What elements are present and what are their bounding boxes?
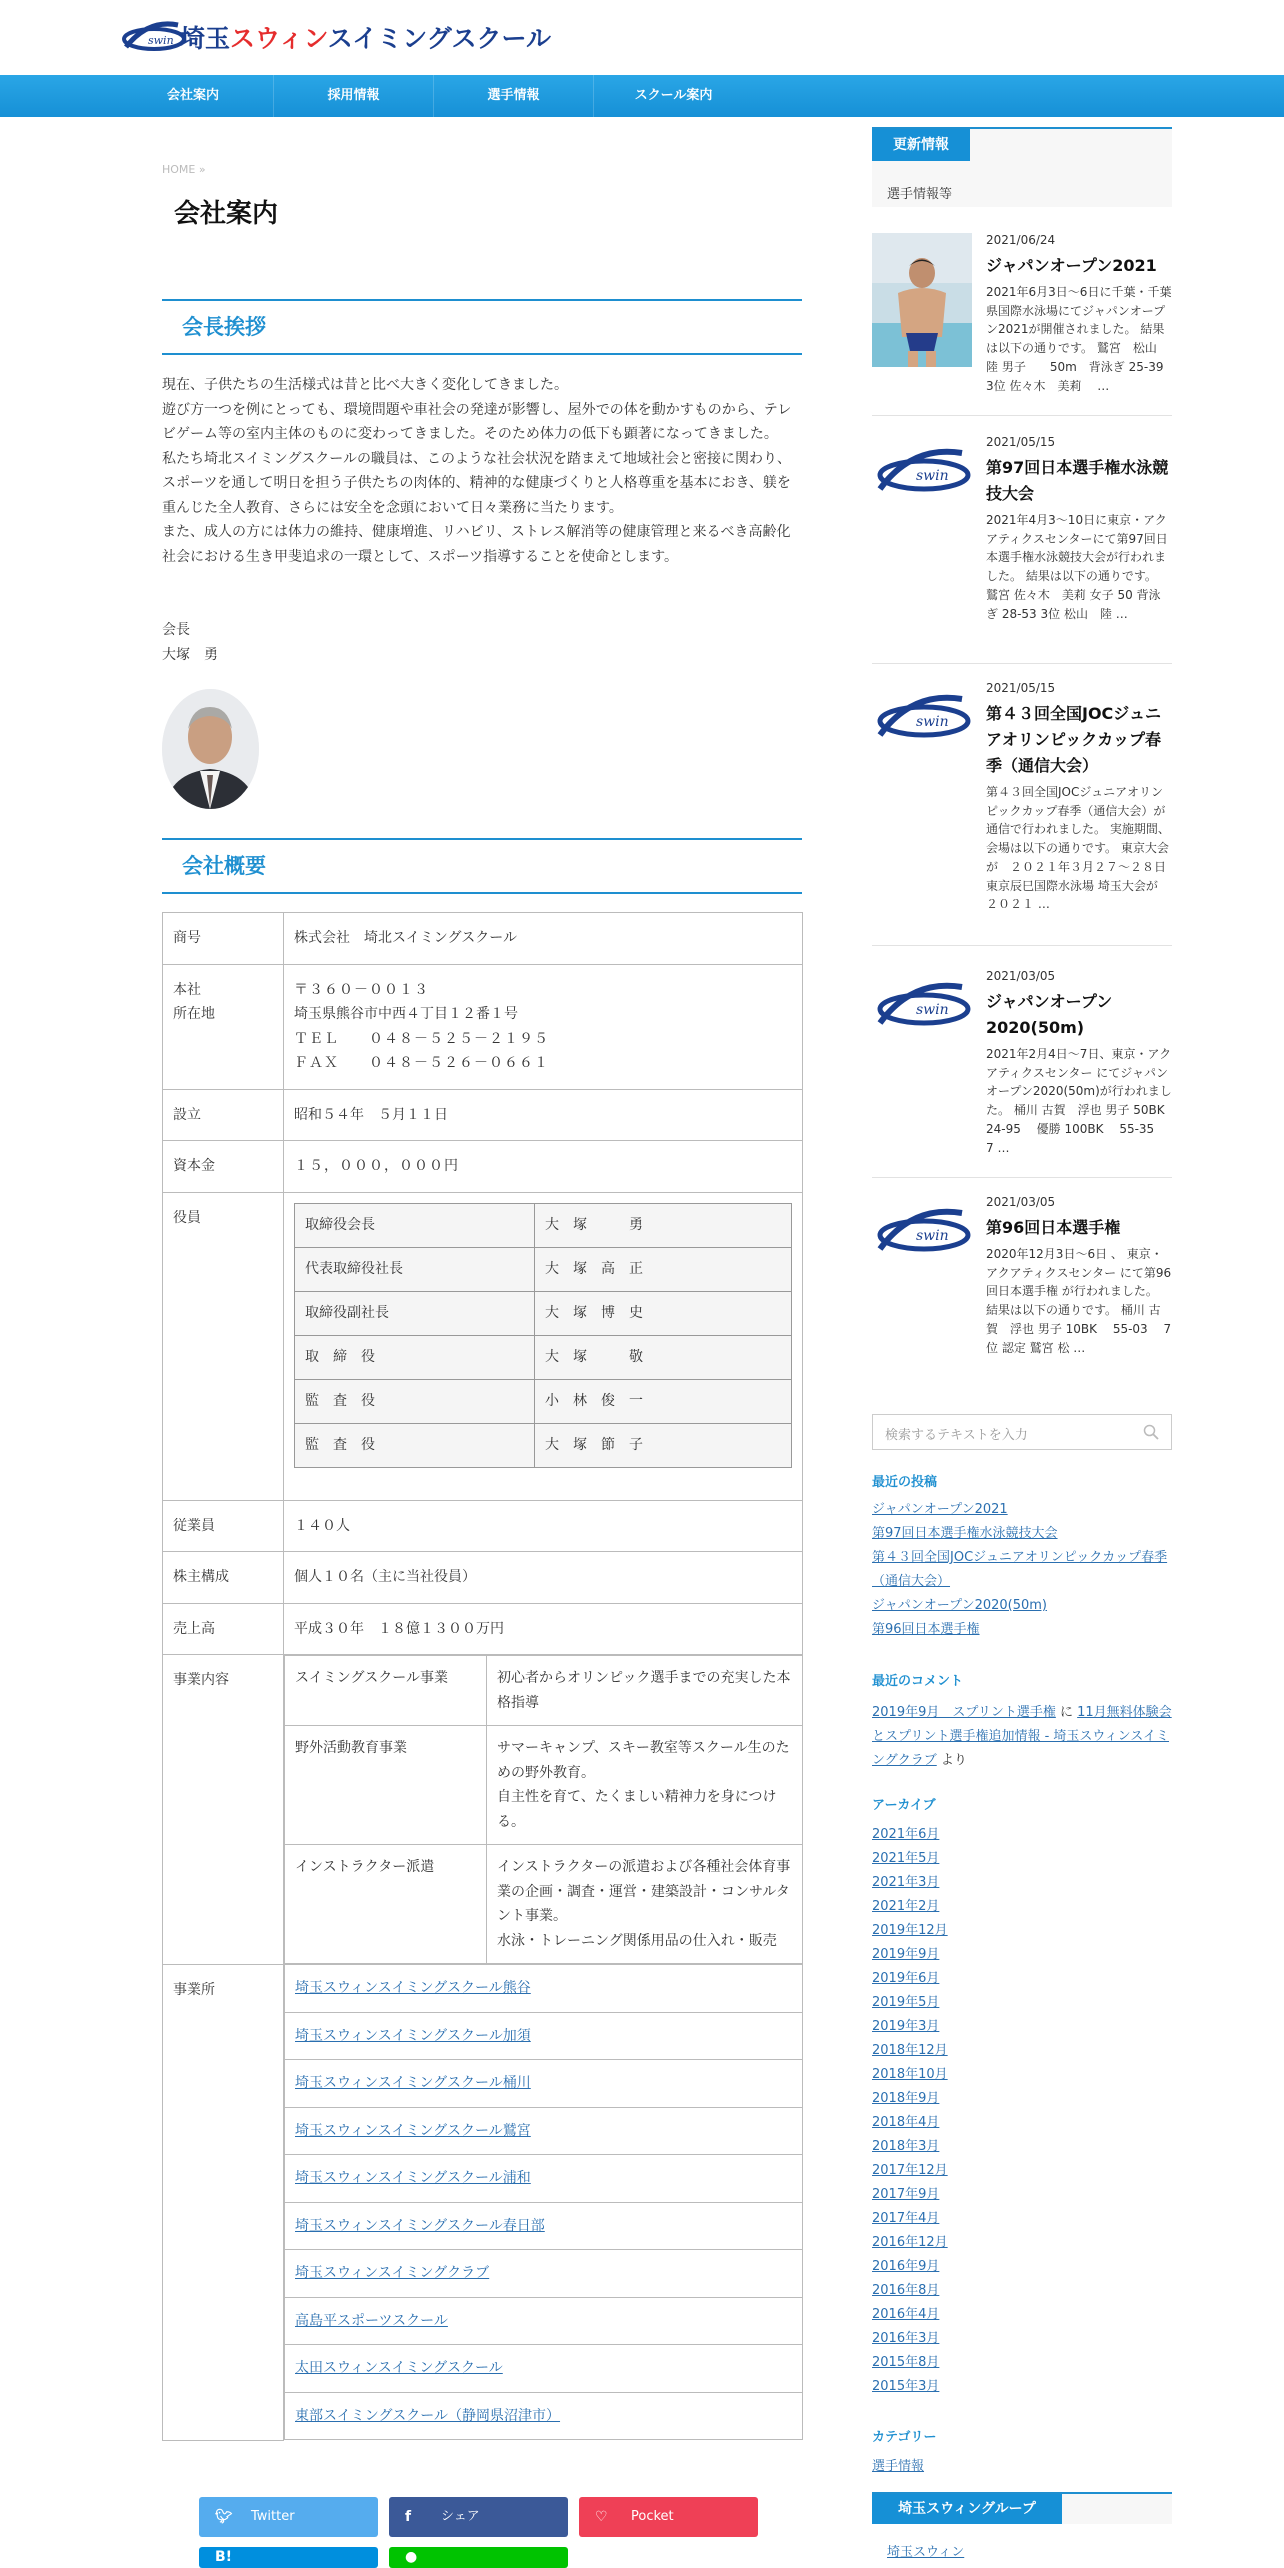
section-heading-greeting	[162, 299, 802, 355]
office-link[interactable]: 埼玉スウィンスイミングスクール浦和	[295, 2170, 531, 2186]
breadcrumb[interactable]: HOME »	[162, 163, 206, 176]
table-row	[163, 1192, 803, 1500]
business-desc-line: サマーキャンプ、スキー教室等スクール生のための野外教育。	[497, 1740, 790, 1781]
line-icon: ●	[405, 2549, 418, 2565]
updates-widget-header	[872, 127, 1172, 207]
table-row	[163, 1141, 803, 1193]
business-name: インストラクター派遣	[285, 1845, 487, 1964]
table-row	[163, 1603, 803, 1655]
logo-text: swin	[148, 34, 174, 47]
post-excerpt: 2020年12月3日～6日 、 東京・アクアティクスセンター にて第96回日本選手権 が行われました。 結果は以下の通りです。 桶川 古賀 浮也 男子 10BK 55-03 7位 認定 鷲宮 松 …	[986, 1247, 1172, 1355]
officer-role: 監 査 役	[295, 1379, 535, 1423]
post-excerpt: 第４３回全国JOCジュニアオリンピックカップ春季（通信大会）が通信で行われました。 実施期間、会場は以下の通りです。 東京大会が ２０２１年３月２７～２８日 東京辰巳国際水泳場 埼玉大会が ２０２１ …	[986, 785, 1191, 912]
greeting-paragraph: 私たち埼北スイミングスクールの職員は、このような社会状況を踏まえて地域社会と密接に関わり、スポーツを通して明日を担う子供たちの肉体的、精神的な健康づくりと人格尊重を基本におき、躾を重んじた全人教育、さらには安全を念頭において日々業務に当たります。	[162, 450, 792, 516]
group-title: 埼玉スウィングループ	[872, 2494, 1062, 2524]
updates-title: 更新情報	[872, 129, 970, 161]
archive-link[interactable]: 2021年6月	[872, 1827, 940, 1842]
post-divider	[872, 1177, 1172, 1178]
global-nav	[0, 75, 1284, 117]
recent-post-link[interactable]: 第96回日本選手権	[872, 1622, 980, 1637]
business-name: 野外活動教育事業	[285, 1726, 487, 1845]
address-line: ＦＡＸ ０４８－５２６－０６６１	[294, 1055, 549, 1071]
post-thumbnail-logo[interactable]	[872, 1195, 972, 1329]
comment-post-link[interactable]: 11月無料体験会とスプリント選手権追加情報 - 埼玉スウィンスイミングクラブ	[872, 1705, 1172, 1768]
officer-name: 小 林 俊 一	[535, 1379, 792, 1423]
post-thumbnail-logo[interactable]	[872, 969, 972, 1103]
logo-text: swin	[916, 1228, 949, 1244]
row-label: 事業内容	[163, 1655, 284, 1965]
officer-role: 代表取締役社長	[295, 1247, 535, 1291]
comment-tail-text: より	[940, 1753, 967, 1768]
office-link[interactable]: 高島平スポーツスクール	[295, 2312, 448, 2329]
archive-link[interactable]: 2017年12月	[872, 2163, 948, 2178]
archive-link[interactable]: 2019年6月	[872, 1971, 940, 1986]
group-link[interactable]: 埼玉スウィン	[887, 2545, 965, 2560]
recent-post-link[interactable]: 第４３回全国JOCジュニアオリンピックカップ春季（通信大会）	[872, 1550, 1168, 1589]
company-capital: １５，０００，０００円	[284, 1141, 803, 1193]
comment-on-text: に	[1059, 1705, 1073, 1720]
post-title[interactable]: 第96回日本選手権	[986, 1218, 1121, 1237]
business-desc-line: インストラクターの派遣および各種社会体育事業の企画・調査・運営・建築設計・コンサルタント事業。	[497, 1859, 791, 1924]
archive-link[interactable]: 2019年5月	[872, 1995, 940, 2010]
brand-part3: スイミングスクール	[327, 24, 552, 53]
search-icon[interactable]	[1143, 1424, 1159, 1444]
nav-item-swimmers[interactable]: 選手情報	[433, 75, 593, 117]
archive-link[interactable]: 2019年3月	[872, 2019, 940, 2034]
search-input[interactable]: 検索するテキストを入力	[885, 1428, 1028, 1443]
office-link[interactable]: 埼玉スウィンスイミングスクール桶川	[295, 2075, 531, 2091]
recent-comments-heading: 最近のコメント	[872, 1674, 964, 1689]
post-title[interactable]: ジャパンオープン2021	[986, 256, 1157, 275]
archive-link[interactable]: 2016年8月	[872, 2283, 940, 2298]
logo-text: swin	[916, 714, 949, 730]
company-overview-table	[162, 912, 803, 2441]
section-heading-overview	[162, 838, 802, 894]
business-desc	[487, 1726, 803, 1845]
archive-link[interactable]: 2017年9月	[872, 2187, 940, 2202]
post-date: 2021/06/24	[986, 233, 1056, 247]
business-desc	[487, 1845, 803, 1964]
brand-part2: スウィン	[230, 24, 328, 53]
group-widget-header	[872, 2492, 1172, 2524]
archive-link[interactable]: 2018年12月	[872, 2043, 948, 2058]
table-row	[163, 1964, 803, 2440]
categories-heading: カテゴリー	[872, 2430, 937, 2445]
share-label: シェア	[441, 2509, 480, 2524]
row-label: 事業所	[163, 1964, 284, 2440]
categories-list	[872, 2455, 924, 2479]
business-desc	[487, 1656, 803, 1726]
twitter-bird-icon: 🐦︎	[215, 2509, 233, 2525]
group-list	[887, 2541, 964, 2565]
officer-row	[295, 1203, 792, 1247]
officer-name: 大 塚 博 史	[535, 1291, 792, 1335]
offices-table	[284, 1964, 803, 2440]
swin-logo-icon	[118, 17, 190, 57]
updates-subtitle: 選手情報等	[887, 187, 953, 202]
company-sales: 平成３０年 １８億１３００万円	[284, 1603, 803, 1655]
business-table	[284, 1655, 803, 1964]
office-link[interactable]: 埼玉スウィンスイミングスクール春日部	[295, 2217, 545, 2234]
post-date: 2021/05/15	[986, 435, 1056, 449]
row-label: 従業員	[163, 1500, 284, 1552]
share-hatena-button[interactable]	[199, 2547, 378, 2568]
nav-item-company[interactable]: 会社案内	[166, 88, 219, 103]
officer-name: 大 塚 節 子	[535, 1423, 792, 1467]
recent-post-link[interactable]: ジャパンオープン2020(50m)	[872, 1598, 1048, 1613]
share-label: Pocket	[631, 2509, 674, 2524]
business-cell	[284, 1655, 803, 1965]
office-link[interactable]: 東部スイミングスクール（静岡県沼津市）	[295, 2407, 561, 2424]
row-label: 設立	[163, 1089, 284, 1141]
site-logo[interactable]	[118, 14, 551, 60]
business-desc-line: 初心者からオリンピック選手までの充実した本格指導	[497, 1670, 791, 1711]
archives-heading: アーカイブ	[872, 1798, 936, 1813]
officers-table	[294, 1203, 792, 1468]
signature-name: 大塚 勇	[162, 647, 218, 663]
post-excerpt: 2021年4月3～10日に東京・アクアティクスセンターにて第97回日本選手権水泳競技大会が行われました。 結果は以下の通りです。 鷲宮 佐々木 美莉 女子 50 背泳ぎ 28-53 3位 松山 陸 …	[986, 513, 1168, 621]
table-row	[163, 964, 803, 1089]
post-divider	[872, 415, 1172, 416]
archive-link[interactable]: 2018年4月	[872, 2115, 940, 2130]
chairman-portrait	[162, 689, 259, 809]
address-line: ＴＥＬ ０４８－５２５－２１９５	[294, 1030, 549, 1047]
share-facebook-button[interactable]	[389, 2497, 568, 2537]
row-label: 売上高	[163, 1603, 284, 1655]
business-row	[285, 1845, 803, 1964]
row-label: 役員	[163, 1192, 284, 1500]
address-line: 埼玉県熊谷市中西４丁目１２番１号	[294, 1006, 518, 1022]
office-link[interactable]: 埼玉スウィンスイミングスクール加須	[295, 2027, 531, 2044]
table-row	[163, 1089, 803, 1141]
archive-link[interactable]: 2015年3月	[872, 2379, 940, 2394]
archive-link[interactable]: 2018年10月	[872, 2067, 948, 2082]
brand-name	[180, 19, 551, 55]
recent-comment	[872, 1701, 1172, 1773]
address-line: 〒３６０－００１３	[294, 981, 429, 998]
officer-name: 大 塚 勇	[535, 1203, 792, 1247]
post-divider	[872, 663, 1172, 664]
office-link[interactable]: 太田スウィンスイミングスクール	[295, 2360, 503, 2376]
office-link[interactable]: 埼玉スウィンスイミングスクール熊谷	[295, 1980, 531, 1996]
post-title[interactable]: 第97回日本選手権水泳競技大会	[986, 458, 1169, 503]
archive-link[interactable]: 2018年9月	[872, 2091, 940, 2106]
pocket-icon: ♡	[595, 2509, 608, 2525]
recent-post-link[interactable]: ジャパンオープン2021	[872, 1502, 1008, 1517]
greeting-paragraph: 現在、子供たちの生活様式は昔と比べ大きく変化してきました。	[162, 377, 568, 393]
archives-list	[872, 1823, 948, 2399]
company-shareholders: 個人１０名（主に当社役員）	[284, 1552, 803, 1604]
share-pocket-button[interactable]	[579, 2497, 758, 2537]
logo-text: swin	[916, 468, 949, 484]
officer-role: 取 締 役	[295, 1335, 535, 1379]
table-row	[163, 1655, 803, 1965]
recent-posts-heading: 最近の投稿	[872, 1475, 938, 1490]
hatena-icon: B!	[215, 2549, 233, 2565]
share-line-button[interactable]	[389, 2547, 568, 2568]
officer-row	[295, 1247, 792, 1291]
company-name: 株式会社 埼北スイミングスクール	[284, 913, 803, 965]
greeting-paragraph: また、成人の方には体力の維持、健康増進、リハビリ、ストレス解消等の健康管理と来るべき高齢化社会における生き甲斐追求の一環として、スポーツ指導することを使命とします。	[162, 524, 791, 565]
brand-part1: 埼玉	[180, 24, 231, 53]
comment-author-link[interactable]: 2019年9月 スプリント選手権	[872, 1705, 1056, 1720]
archive-link[interactable]: 2017年4月	[872, 2211, 940, 2226]
archive-link[interactable]: 2021年2月	[872, 1899, 940, 1914]
page-title: 会社案内	[174, 199, 279, 229]
logo-text: swin	[916, 1002, 949, 1018]
archive-link[interactable]: 2016年4月	[872, 2307, 940, 2322]
post-thumbnail-logo[interactable]	[872, 681, 972, 815]
archive-link[interactable]: 2016年12月	[872, 2235, 948, 2250]
table-row	[163, 1552, 803, 1604]
row-label	[163, 964, 284, 1089]
officer-name: 大 塚 敬	[535, 1335, 792, 1379]
officer-row	[295, 1335, 792, 1379]
officer-row	[295, 1291, 792, 1335]
nav-item-school[interactable]: スクール案内	[593, 75, 753, 117]
row-label-line: 所在地	[173, 1006, 215, 1022]
business-desc-line: 水泳・トレーニング関係用品の仕入れ・販売	[497, 1932, 777, 1949]
business-name: スイミングスクール事業	[285, 1656, 487, 1726]
company-established: 昭和５４年 ５月１１日	[284, 1089, 803, 1141]
facebook-f-icon: f	[405, 2509, 412, 2525]
table-row	[163, 1500, 803, 1552]
archive-link[interactable]: 2016年9月	[872, 2259, 940, 2274]
search-box[interactable]	[872, 1414, 1172, 1450]
business-row	[285, 1726, 803, 1845]
post-date: 2021/03/05	[986, 969, 1056, 983]
office-link[interactable]: 埼玉スウィンスイミングスクール鷲宮	[295, 2122, 531, 2139]
business-desc-line: 自主性を育て、たくましい精神力を身につける。	[497, 1789, 777, 1830]
row-label-line: 本社	[173, 981, 201, 998]
section-title: 会長挨拶	[182, 315, 266, 339]
row-label: 株主構成	[163, 1552, 284, 1604]
officer-role: 監 査 役	[295, 1423, 535, 1467]
signature-role: 会長	[162, 622, 190, 638]
post-divider	[872, 945, 1172, 946]
post-thumbnail-logo[interactable]	[872, 435, 972, 569]
officer-role: 取締役副社長	[295, 1291, 535, 1335]
row-label: 資本金	[163, 1141, 284, 1193]
offices-cell	[284, 1964, 803, 2440]
officer-row	[295, 1379, 792, 1423]
officer-row	[295, 1423, 792, 1467]
archive-link[interactable]: 2021年5月	[872, 1851, 940, 1866]
post-title[interactable]: ジャパンオープン2020(50m)	[986, 992, 1113, 1037]
nav-item-recruit[interactable]: 採用情報	[273, 75, 433, 117]
archive-link[interactable]: 2019年9月	[872, 1947, 940, 1962]
archive-link[interactable]: 2018年3月	[872, 2139, 940, 2154]
table-row	[163, 913, 803, 965]
business-row	[285, 1656, 803, 1726]
post-excerpt: 2021年6月3日～6日に千葉・千葉県国際水泳場にてジャパンオープン2021が開催されました。 結果は以下の通りです。 鷲宮 松山 陸 男子 50m 背泳ぎ 25-39 3位 佐々木 美莉 …	[986, 285, 1176, 393]
signature	[162, 618, 218, 668]
post-title[interactable]: 第４３回全国JOCジュニアオリンピックカップ春季（通信大会）	[986, 704, 1162, 775]
site-header	[0, 0, 1284, 75]
recent-post-link[interactable]: 第97回日本選手権水泳競技大会	[872, 1526, 1058, 1541]
company-address	[284, 964, 803, 1089]
officer-name: 大 塚 高 正	[535, 1247, 792, 1291]
share-label: Twitter	[251, 2509, 295, 2524]
archive-link[interactable]: 2019年12月	[872, 1923, 948, 1938]
post-date: 2021/03/05	[986, 1195, 1056, 1209]
archive-link[interactable]: 2021年3月	[872, 1875, 940, 1890]
officer-role: 取締役会長	[295, 1203, 535, 1247]
row-label: 商号	[163, 913, 284, 965]
archive-link[interactable]: 2015年8月	[872, 2355, 940, 2370]
company-employees: １４０人	[284, 1500, 803, 1552]
post-thumbnail-swimmer[interactable]	[872, 233, 972, 367]
archive-link[interactable]: 2016年3月	[872, 2331, 940, 2346]
officers-cell	[284, 1192, 803, 1500]
section-title: 会社概要	[182, 854, 266, 878]
post-date: 2021/05/15	[986, 681, 1056, 695]
greeting-text	[162, 373, 802, 569]
post-excerpt: 2021年2月4日～7日、東京・アクアティクスセンター にてジャパンオープン2020(50m)が行われました。 桶川 古賀 浮也 男子 50BK 24-95 優勝 100BK 55-35 7 …	[986, 1047, 1181, 1155]
recent-posts-list	[872, 1498, 1172, 1642]
office-link[interactable]: 埼玉スウィンスイミングクラブ	[295, 2265, 490, 2281]
greeting-paragraph: 遊び方一つを例にとっても、環境問題や車社会の発達が影響し、屋外での体を動かすものから、テレビゲーム等の室内主体のものに変わってきました。そのため体力の低下も顕著になってきました。	[162, 401, 792, 442]
share-twitter-button[interactable]	[199, 2497, 378, 2537]
category-link[interactable]: 選手情報	[872, 2459, 925, 2474]
